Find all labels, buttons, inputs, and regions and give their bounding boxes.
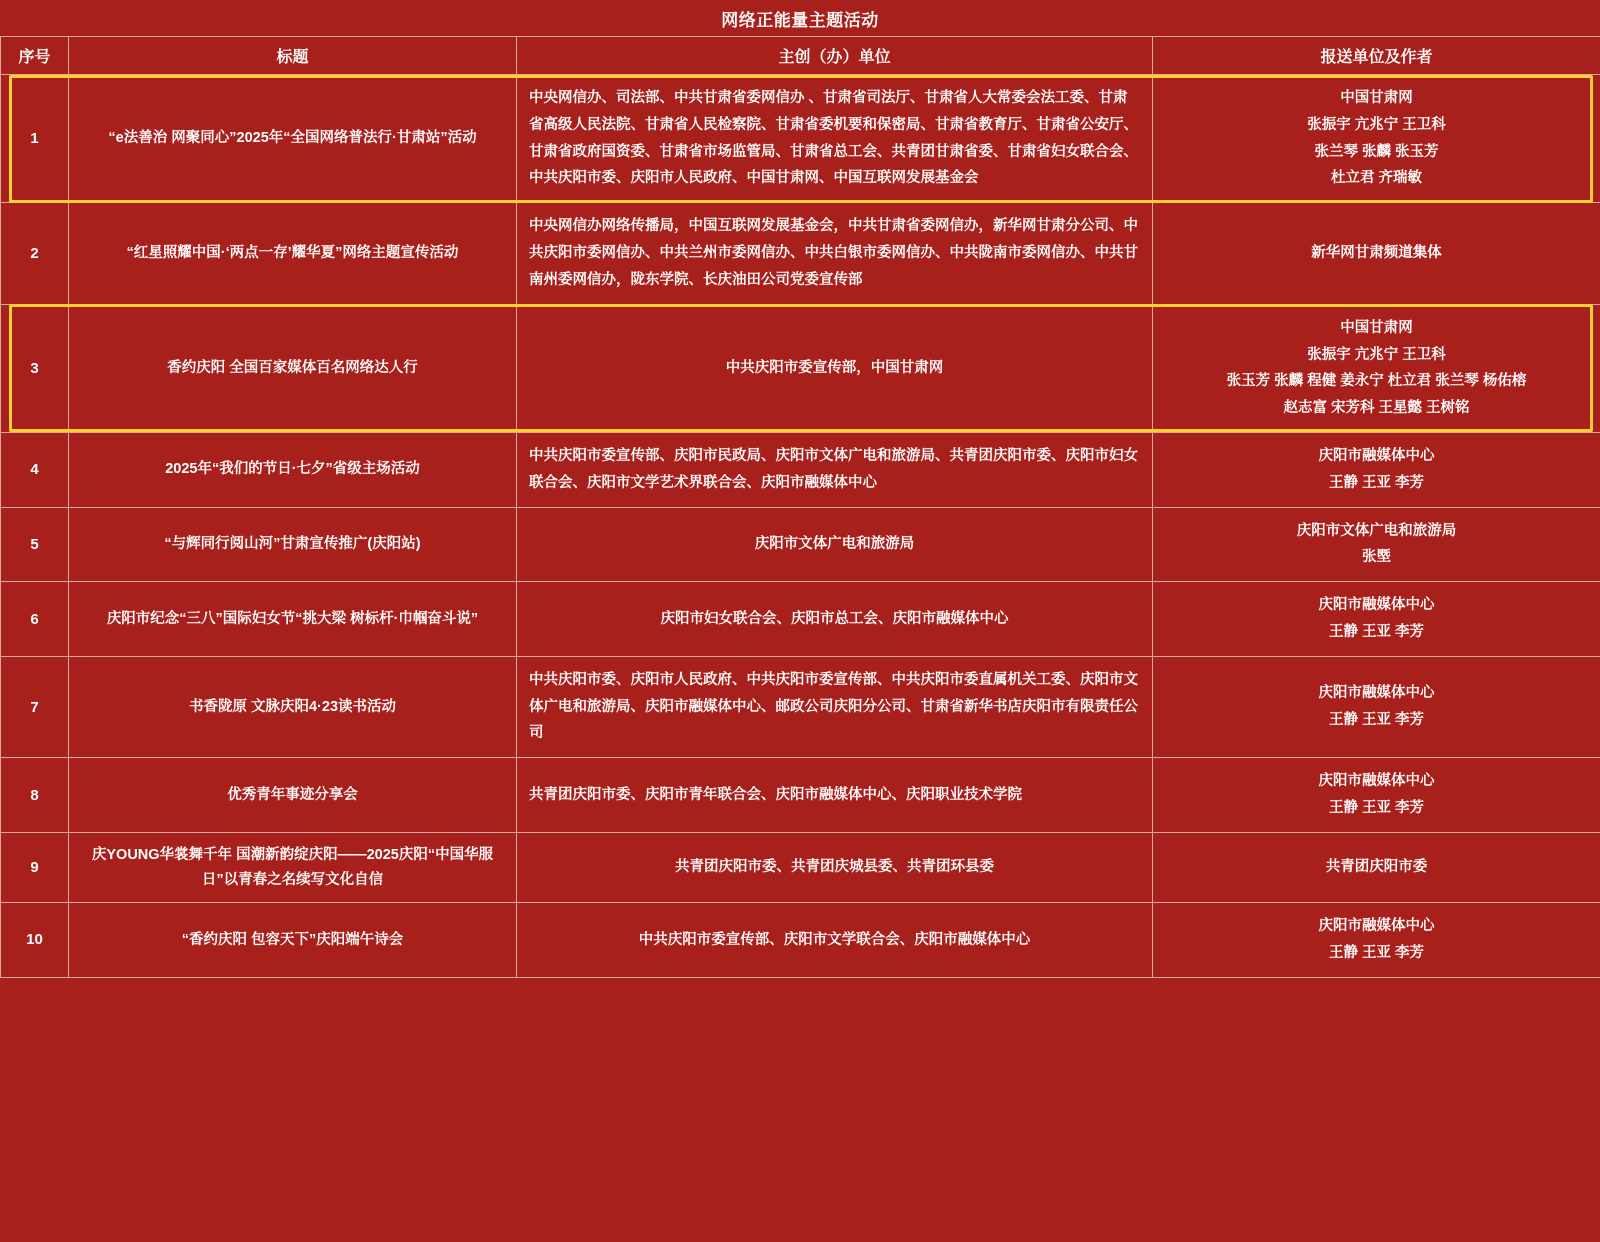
submitter-line: 新华网甘肃频道集体 [1311,245,1442,262]
activities-table [0,36,1600,978]
row-title: 2025年“我们的节日·七夕”省级主场活动 [69,432,517,507]
submitter-line: 张玉芳 张麟 程健 姜永宁 杜立君 张兰琴 杨佑榕 [1226,373,1527,390]
row-submitter [1153,656,1600,757]
submitter-line: 共青团庆阳市委 [1325,859,1428,876]
row-submitter [1153,432,1600,507]
row-submitter [1153,507,1600,582]
row-number: 2 [1,203,69,304]
row-organizers: 中共庆阳市委宣传部，中国甘肃网 [517,304,1153,432]
submitter-line: 王静 王亚 李芳 [1328,800,1425,817]
row-organizers: 中共庆阳市委、庆阳市人民政府、中共庆阳市委宣传部、中共庆阳市委直属机关工委、庆阳市文体广电和旅游局、庆阳市融媒体中心、邮政公司庆阳分公司、甘肃省新华书店庆阳市有限责任公司 [517,656,1153,757]
column-header-org: 主创（办）单位 [517,37,1153,75]
submitter-line: 杜立君 齐瑞敏 [1330,170,1423,187]
row-organizers: 中共庆阳市委宣传部、庆阳市文学联合会、庆阳市融媒体中心 [517,903,1153,978]
row-organizers: 中央网信办网络传播局，中国互联网发展基金会，中共甘肃省委网信办，新华网甘肃分公司、中共庆阳市委网信办、中共兰州市委网信办、中共白银市委网信办、中共陇南市委网信办、中共甘南州委网信办，陇东学院、长庆油田公司党委宣传部 [517,203,1153,304]
column-header-no: 序号 [1,37,69,75]
submitter-line: 王静 王亚 李芳 [1328,712,1425,729]
row-submitter [1153,758,1600,833]
table-body [1,75,1600,978]
submitter-line: 庆阳市融媒体中心 [1318,773,1435,790]
table-row [1,75,1600,203]
submitter-line: 中国甘肃网 [1340,90,1413,106]
row-number: 6 [1,582,69,657]
table-row [1,304,1600,432]
submitter-line: 庆阳市融媒体中心 [1318,447,1435,464]
submitter-line: 庆阳市文体广电和旅游局 [1296,522,1457,539]
submitter-line: 王静 王亚 李芳 [1328,474,1425,491]
row-submitter [1153,203,1600,304]
row-organizers: 庆阳市妇女联合会、庆阳市总工会、庆阳市融媒体中心 [517,582,1153,657]
table-row [1,432,1600,507]
row-title: 优秀青年事迹分享会 [69,758,517,833]
row-organizers: 庆阳市文体广电和旅游局 [517,507,1153,582]
table-row [1,903,1600,978]
table-row [1,507,1600,582]
table-row [1,832,1600,902]
submitter-line: 张兰琴 张麟 张玉芳 [1314,143,1439,160]
row-title: “与辉同行阅山河”甘肃宣传推广(庆阳站) [69,507,517,582]
row-title: “e法善治 网聚同心”2025年“全国网络普法行·甘肃站”活动 [69,75,517,203]
row-number: 7 [1,656,69,757]
submitter-line: 王静 王亚 李芳 [1328,624,1425,640]
row-number: 3 [1,304,69,432]
row-submitter [1153,304,1600,432]
row-title: 庆YOUNG华裳舞千年 国潮新韵绽庆阳——2025庆阳“中国华服日”以青春之名续写文化自信 [69,832,517,902]
row-organizers: 共青团庆阳市委、庆阳市青年联合会、庆阳市融媒体中心、庆阳职业技术学院 [517,758,1153,833]
row-number: 1 [1,75,69,203]
table-row [1,582,1600,657]
row-number: 10 [1,903,69,978]
submitter-line: 张振宇 亢兆宁 王卫科 [1307,116,1446,133]
row-number: 9 [1,832,69,902]
row-organizers: 共青团庆阳市委、共青团庆城县委、共青团环县委 [517,832,1153,902]
row-title: 香约庆阳 全国百家媒体百名网络达人行 [69,304,517,432]
submitter-line: 赵志富 宋芳科 王星懿 王树铭 [1283,400,1470,417]
table-row [1,203,1600,304]
row-number: 4 [1,432,69,507]
submitter-line: 王静 王亚 李芳 [1328,944,1425,961]
table-header-row [1,37,1600,75]
submitter-line: 庆阳市融媒体中心 [1318,685,1435,702]
page-title: 网络正能量主题活动 [721,10,879,30]
row-organizers: 中央网信办、司法部、中共甘肃省委网信办 、甘肃省司法厅、甘肃省人大常委会法工委、甘肃省高级人民法院、甘肃省人民检察院、甘肃省委机要和保密局、甘肃省教育厅、甘肃省公安厅、甘肃省政府国资委、甘肃省市场监管局、甘肃省总工会、共青团甘肃省委、甘肃省妇女联合会、中共庆阳市委、庆阳市人民政府、中国甘肃网、中国互联网发展基金会 [517,75,1153,203]
table-row [1,758,1600,833]
submitter-line: 中国甘肃网 [1340,319,1413,336]
submitter-line: 张塈 [1362,549,1391,566]
column-header-title: 标题 [69,37,517,75]
row-number: 8 [1,758,69,833]
row-title: 书香陇原 文脉庆阳4·23读书活动 [69,656,517,757]
row-title: “香约庆阳 包容天下”庆阳端午诗会 [69,903,517,978]
row-organizers: 中共庆阳市委宣传部、庆阳市民政局、庆阳市文体广电和旅游局、共青团庆阳市委、庆阳市妇女联合会、庆阳市文学艺术界联合会、庆阳市融媒体中心 [517,432,1153,507]
row-submitter [1153,582,1600,657]
row-submitter [1153,75,1600,203]
table-row [1,656,1600,757]
document-title-bar [0,0,1600,36]
submitter-line: 张振宇 亢兆宁 王卫科 [1307,346,1446,363]
row-number: 5 [1,507,69,582]
row-submitter [1153,832,1600,902]
row-title: 庆阳市纪念“三八”国际妇女节“挑大梁 树标杆·巾帼奋斗说” [69,582,517,657]
submitter-line: 庆阳市融媒体中心 [1318,597,1435,614]
submitter-line: 庆阳市融媒体中心 [1318,918,1435,935]
row-title: “红星照耀中国·‘两点一存’耀华夏”网络主题宣传活动 [69,203,517,304]
column-header-submitter: 报送单位及作者 [1153,37,1600,75]
row-submitter [1153,903,1600,978]
